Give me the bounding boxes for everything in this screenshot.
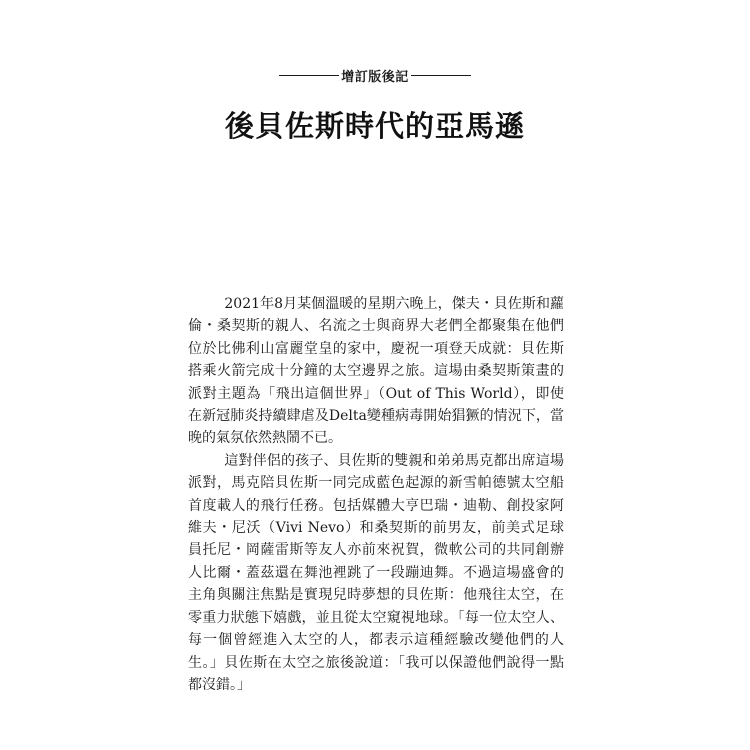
section-label-rule-right: [411, 75, 471, 76]
chapter-title: 後貝佐斯時代的亞馬遜: [224, 109, 525, 143]
paragraph-1: 2021年8月某個溫暖的星期六晚上，傑夫・貝佐斯和蘿倫・桑契斯的親人、名流之士與商界大老們全都聚集在他們位於比佛利山富麗堂皇的家中，慶祝一項登天成就：貝佐斯搭乘火箭完成十分鐘的太空邊界之旅。這場由桑契斯策畫的派對主題為「飛出這個世界」（Out of This World），即使在新冠肺炎持續肆虐及Delta變種病毒開始猖獗的情況下，當晚的氣氛依然熱鬧不已。: [188, 296, 564, 447]
section-label-rule-left: [279, 75, 339, 76]
body-text: [188, 293, 564, 696]
section-label: [0, 66, 750, 85]
section-label-text: 增訂版後記: [341, 70, 409, 85]
paragraph-2: 這對伴侶的孩子、貝佐斯的雙親和弟弟馬克都出席這場派對，馬克陪貝佐斯一同完成藍色起源的新雪帕德號太空船首度載人的飛行任務。包括媒體大亨巴瑞・迪勒、創投家阿維夫・尼沃（Vivi Nevo）和桑契斯的前男友，前美式足球員托尼・岡薩雷斯等友人亦前來祝賀，微軟公司的共同創辦人比爾・蓋茲還在舞池裡跳了一段蹦迪舞。不過這場盛會的主角與關注焦點是實現兒時夢想的貝佐斯：他飛往太空，在零重力狀態下嬉戲，並且從太空窺視地球。「每一位太空人、每一個曾經進入太空的人，都表示這種經驗改變他們的人生。」貝佐斯在太空之旅後說道：「我可以保證他們說得一點都沒錯。」: [188, 452, 564, 693]
